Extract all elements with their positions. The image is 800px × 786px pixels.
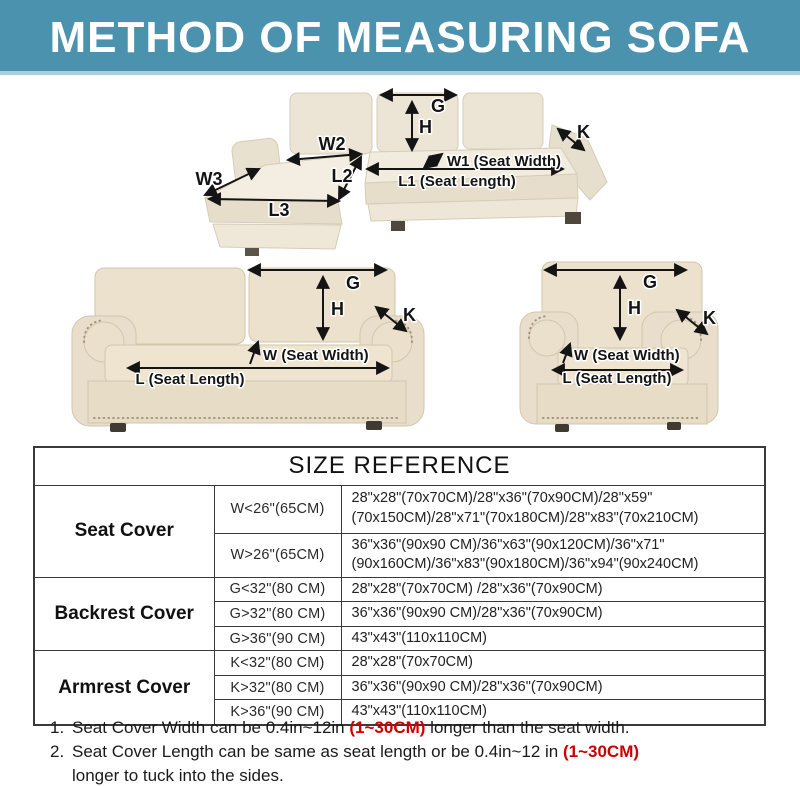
header-banner [0, 0, 800, 75]
label-h: H [331, 299, 344, 319]
footnotes [50, 716, 690, 786]
label-l3: L3 [268, 200, 290, 220]
sizes-cell: 28"x28"(70x70CM) [341, 651, 765, 676]
sizes-cell: 36"x36"(90x90 CM)/28"x36"(70x90CM) [341, 602, 765, 627]
sofa-illustration [72, 268, 424, 432]
size-reference-table [33, 446, 766, 726]
sizes-cell: 36"x36"(90x90 CM)/28"x36"(70x90CM) [341, 675, 765, 700]
condition-cell: K<32"(80 CM) [214, 651, 341, 676]
sofa-leg [110, 423, 126, 432]
sizes-cell: 28"x28"(70x70CM)/28"x36"(70x90CM)/28"x59" (70x150CM)/28"x71"(70x180CM)/28"x83"(70x210CM) [341, 485, 765, 533]
table-row [34, 577, 765, 602]
label-k: K [577, 122, 590, 142]
label-h: H [628, 298, 641, 318]
footnote-text-before: Seat Cover Width can be 0.4in~12in [72, 718, 350, 737]
condition-cell: K>36"(90 CM) [214, 700, 341, 725]
sofa-leg [366, 421, 382, 430]
label-g: G [346, 273, 361, 293]
condition-cell: G>32"(80 CM) [214, 602, 341, 627]
chaise-base [213, 224, 341, 249]
table-title: SIZE REFERENCE [34, 447, 765, 485]
condition-cell: G>36"(90 CM) [214, 626, 341, 651]
footnote-number: 2. [50, 742, 65, 762]
label-g: G [643, 272, 658, 292]
table-row [34, 651, 765, 676]
footnote-number: 1. [50, 718, 65, 737]
back-cushion [377, 93, 458, 152]
footnote-text [72, 740, 690, 786]
chair-leg [555, 424, 569, 432]
condition-cell: G<32"(80 CM) [214, 577, 341, 602]
footnote-highlight: (1~30CM) [562, 742, 640, 762]
page-title: METHOD OF MEASURING SOFA [49, 13, 751, 62]
sectional-sofa-diagram [125, 82, 615, 256]
label-w1: W1 (Seat Width) [447, 153, 562, 170]
sizes-cell: 28"x28"(70x70CM) /28"x36"(70x90CM) [341, 577, 765, 602]
sofa-leg [245, 248, 259, 256]
label-w: W (Seat Width) [263, 347, 369, 364]
label-g: G [431, 96, 446, 116]
sofa-leg [391, 221, 405, 231]
sofa-leg [565, 212, 581, 224]
footnote-text-after: longer to tuck into the sides. [72, 766, 284, 786]
label-w: W (Seat Width) [574, 347, 680, 364]
category-seat-cover: Seat Cover [34, 485, 214, 577]
label-k: K [403, 305, 416, 325]
footnote-1 [50, 716, 690, 740]
label-l2: L2 [331, 166, 353, 186]
label-k: K [703, 308, 716, 328]
condition-cell: K>32"(80 CM) [214, 675, 341, 700]
category-backrest-cover: Backrest Cover [34, 577, 214, 651]
label-l1: L1 (Seat Length) [398, 173, 516, 190]
sizes-cell: 43"x43"(110x110CM) [341, 700, 765, 725]
table-row [34, 485, 765, 533]
label-w2: W2 [318, 134, 346, 154]
armchair-diagram [515, 250, 730, 434]
sizes-cell: 43"x43"(110x110CM) [341, 626, 765, 651]
footnote-highlight: (1~30CM) [349, 718, 426, 737]
label-h: H [419, 117, 432, 137]
condition-cell: W>26"(65CM) [214, 533, 341, 577]
condition-cell: W<26"(65CM) [214, 485, 341, 533]
chair-leg [667, 422, 681, 430]
label-w3: W3 [195, 169, 223, 189]
footnote-text-before: Seat Cover Length can be same as seat length or be 0.4in~12 in [72, 742, 563, 762]
back-cushion [463, 93, 543, 149]
sofa-diagram [58, 258, 436, 434]
footnote-2 [50, 740, 690, 786]
footnote-text-after: longer than the seat width. [425, 718, 630, 737]
label-l: L (Seat Length) [135, 371, 245, 388]
sizes-cell: 36"x36"(90x90 CM)/36"x63"(90x120CM)/36"x71" (90x160CM)/36"x83"(90x180CM)/36"x94"(90x240CM) [341, 533, 765, 577]
footnote-text [72, 716, 690, 740]
label-l: L (Seat Length) [562, 370, 672, 387]
category-armrest-cover: Armrest Cover [34, 651, 214, 725]
